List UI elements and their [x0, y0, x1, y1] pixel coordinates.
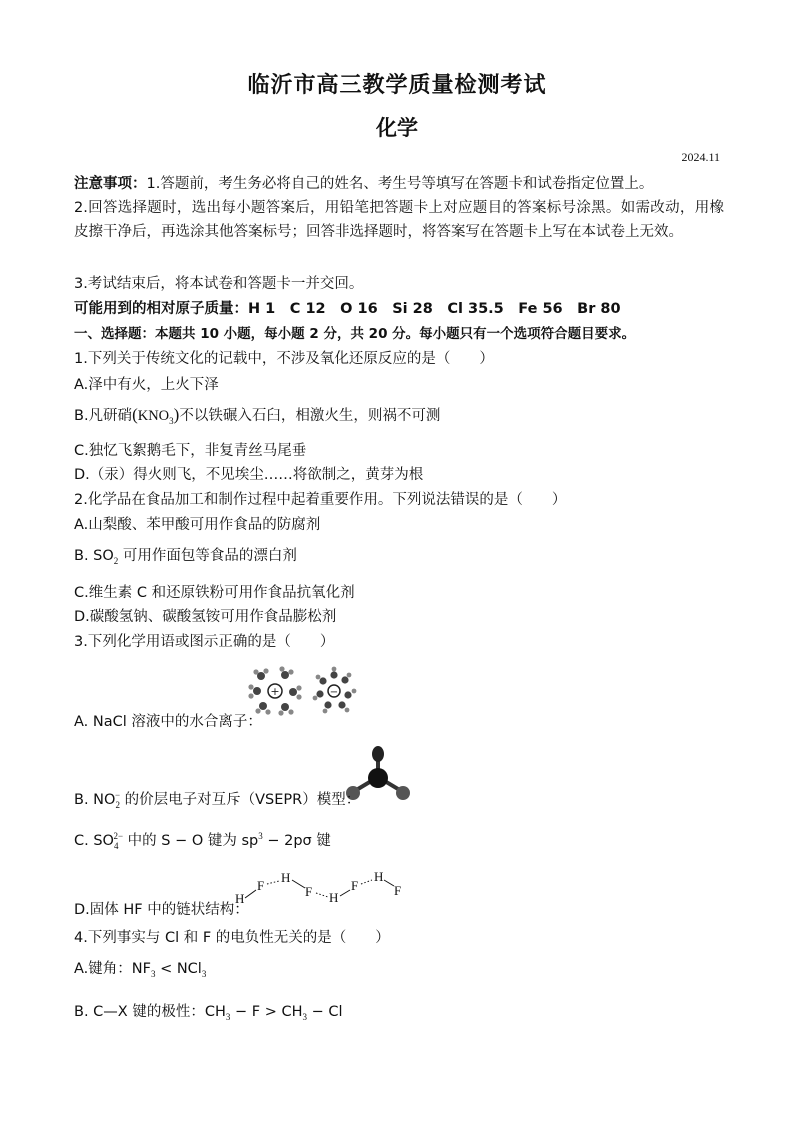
- q1-option-d: D.（汞）得火则飞，不见埃尘……将欲制之，黄芽为根: [74, 467, 424, 483]
- exam-date: 2024.11: [681, 150, 720, 164]
- q3-option-c: [74, 829, 331, 850]
- q4-b-pre: B. C—X 键的极性：CH: [74, 1004, 226, 1020]
- q4-stem: 4.下列事实与 Cl 和 F 的电负性无关的是（ ）: [74, 930, 390, 946]
- q4-option-b: [74, 1000, 343, 1021]
- q2-option-c: C.维生素 C 和还原铁粉可用作食品抗氧化剂: [74, 585, 355, 601]
- section-heading: 一、选择题：本题共 10 小题，每小题 2 分，共 20 分。每小题只有一个选项符合题目要求。: [74, 326, 636, 342]
- q3-c-sup2: 3: [258, 831, 263, 842]
- q4-a-sub1: 3: [150, 968, 156, 979]
- q1-option-a: A.泽中有火，上火下泽: [74, 377, 219, 393]
- hydrated-ions-figure: [248, 664, 366, 716]
- exam-title: 临沂市高三教学质量检测考试: [247, 73, 547, 98]
- q3-stem: 3.下列化学用语或图示正确的是（ ）: [74, 634, 335, 650]
- svg-text:−: −: [329, 687, 339, 698]
- q1-option-b: B.凡研硝$(KNO_3)$不以铁碾入石臼，相激火生，则祸不可测: [74, 405, 441, 426]
- q3-option-a: A. NaCl 溶液中的水合离子：: [74, 714, 262, 730]
- hf-atom-h4: H: [374, 869, 384, 884]
- subject-title: 化学: [376, 116, 418, 140]
- q4-a-mid: < NCl: [155, 961, 202, 977]
- q3-b-sub: 2: [115, 799, 120, 810]
- hydrated-chloride-ion: [313, 667, 357, 714]
- q1-option-c: C.独忆飞絮鹅毛下，非复青丝马尾垂: [74, 443, 307, 459]
- hf-atom-f3: F: [351, 878, 359, 893]
- svg-text:+: +: [270, 685, 280, 698]
- q3-c-pre: C. SO: [74, 833, 114, 849]
- q1-stem: 1.下列关于传统文化的记载中，不涉及氧化还原反应的是（ ）: [74, 351, 494, 367]
- q2-b-post: 可用作面包等食品的漂白剂: [118, 548, 297, 564]
- q3-b-pre: B. NO: [74, 792, 116, 808]
- q4-option-a: [74, 957, 206, 978]
- q2-option-a: A.山梨酸、苯甲酸可用作食品的防腐剂: [74, 517, 321, 533]
- q4-a-pre: A.键角：NF: [74, 961, 151, 977]
- hf-atom-f4: F: [394, 883, 402, 898]
- q3-b-post: 的价层电子对互斥（VSEPR）模型：: [120, 792, 361, 808]
- q4-a-sub2: 3: [201, 968, 207, 979]
- q1-b-pre: B.凡研硝: [74, 408, 133, 424]
- q3-option-d: D.固体 HF 中的链状结构：: [74, 902, 249, 918]
- notice-label: 注意事项：: [74, 176, 147, 192]
- q3-b-sup: −: [114, 790, 121, 801]
- notice-item-1: 1.答题前，考生务必将自己的姓名、考生号等填写在答题卡和试卷指定位置上。: [146, 176, 654, 192]
- atomic-masses: 可能用到的相对原子质量：H 1 C 12 O 16 Si 28 Cl 35.5 Fe 56 Br 80: [74, 301, 621, 317]
- notice-item-2: 2.回答选择题时，选出每小题答案后，用铅笔把答题卡上对应题目的答案标号涂黑。如需改动，用橡皮擦干净后，再选涂其他答案标号；回答非选择题时，将答案写在答题卡上写在本试卷上无效。: [74, 200, 724, 240]
- q2-b-pre: B. SO: [74, 548, 114, 564]
- q2-stem: 2.化学品在食品加工和制作过程中起着重要作用。下列说法错误的是（ ）: [74, 492, 567, 508]
- q1-b-post: 不以铁碾入石臼，相激火生，则祸不可测: [179, 408, 441, 424]
- hf-atom-h2: H: [281, 870, 291, 885]
- hydrated-sodium-ion: [248, 666, 301, 715]
- notice-item-3: 3.考试结束后，将本试卷和答题卡一并交回。: [74, 276, 364, 292]
- q1-b-formula: KNO: [137, 408, 170, 424]
- hf-atom-h3: H: [329, 890, 339, 905]
- q2-option-d: D.碳酸氢钠、碳酸氢铵可用作食品膨松剂: [74, 609, 337, 625]
- notice-line-1: [74, 172, 653, 193]
- q4-b-mid: − F > CH: [230, 1004, 303, 1020]
- q3-c-sup: 2−: [113, 831, 124, 842]
- q3-option-b: [74, 788, 360, 809]
- q4-b-sub1: 3: [225, 1011, 231, 1022]
- q3-c-post: − 2pσ 键: [262, 833, 331, 849]
- hf-atom-f2: F: [305, 884, 313, 899]
- hf-atom-f1: F: [257, 878, 265, 893]
- hf-atom-h1: H: [235, 891, 245, 906]
- hf-chain-figure: [232, 868, 412, 908]
- q3-c-sub: 4: [113, 840, 119, 851]
- q4-b-sub2: 3: [302, 1011, 307, 1022]
- q3-c-mid: 中的 S − O 键为 sp: [123, 833, 259, 849]
- q2-b-sub: 2: [113, 555, 119, 566]
- q2-option-b: [74, 544, 297, 565]
- q1-b-sub: 3: [169, 415, 174, 426]
- q4-b-post: − Cl: [306, 1004, 343, 1020]
